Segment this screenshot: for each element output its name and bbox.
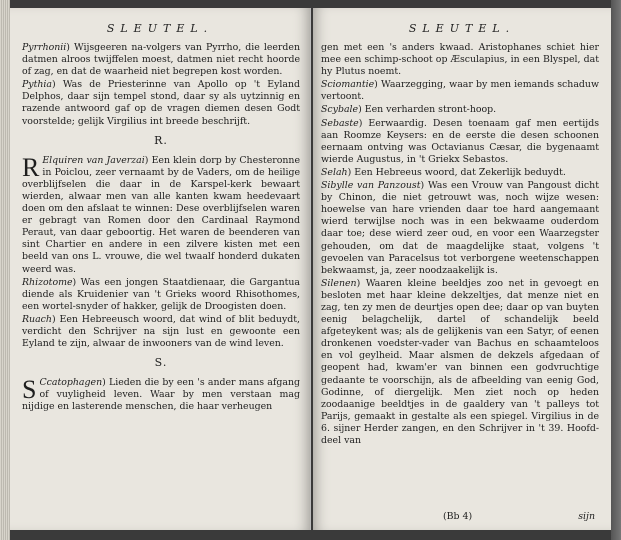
entry-rhizotome [22, 277, 300, 313]
section-letter-r: R. [154, 133, 168, 147]
entry-head: Silenen [321, 277, 357, 289]
entry-head: Sebaste [321, 117, 359, 129]
entry-head: Scybale [321, 104, 359, 116]
entry-head: Pythia [22, 79, 52, 91]
entry-pyrrhonii [22, 42, 300, 78]
entry-text: ) Lieden die by een 's ander mans afgang of vuyligheid leven. Waar by men verstaan mag nijdige en lasterende menschen, die haar verheugen [22, 377, 300, 413]
entry-silenen [321, 278, 599, 447]
dropcap-s: S [22, 375, 37, 405]
entry-head: Sciomantie [321, 79, 375, 91]
entry-text: ) Was een jongen Staatdienaar, die Gargantua diende als Kruidenier van 't Grieks woord Rhisothomes, een wortel-snyder of hakker, gelijk de Droogisten doen. [22, 276, 300, 312]
running-head-right: SLEUTEL. [408, 22, 516, 35]
entry-text: ) Was de Priesterinne van Apollo op 't Eyland Delphos, daar sijn tempel stond, daar sy als uytzinnig en razende antwoord gaf op de vragen diemen desen Godt voorstelde; gelijk Virgilius int breede beschrijft. [22, 79, 300, 127]
book-cover-right [611, 0, 621, 540]
entry-text: ) Waaren kleine beeldjes zoo net in gevoegt en besloten met haar kleine dekzeltjes, dat menze niet en zag, ten zy men de deurtjes open dee; daar op van buyten eenig belagchelijk, dartel of schandelijk beeld afgeteykent was; als de gelijkenis van een Satyr, of eenen dronkenen voedster-vader van Bachus en schaamteloos en vol geylheid. Maar alsmen de dekzels afgedaan of geopent had, kwam'er van binnen een godvruchtige gedaante te voorschijn, als de afbeelding van eenig God, Godinne, of diergelijk. Men ziet noch op heden zoodaanige beeldtjes in de gaaldery van 't palleys tot Parijs, gemaakt in gestalte als een spiegel. Virgilius in de 6. sijner Herder zangen, en den Schrijver in 't 39. Hoofd-deel van [321, 277, 599, 446]
entry-head: Ruach [22, 313, 52, 325]
entry-head: Ccatophagen [39, 377, 103, 389]
entry-text: ) Een Hebreeusch woord, dat wind of blit beduydt, verdicht den Schrijver na sijn lust en gewoonte een Eyland te zijn, alwaar de inwooners van de wind leven. [22, 313, 300, 350]
entry-head: Sibylle van Panzoust [321, 180, 421, 192]
entry-relquiren [22, 152, 300, 276]
right-content [321, 42, 599, 448]
entry-text: gen met een 's anders kwaad. Aristophanes schiet hier mee een schimp-schoot op Æsculapius, in een Blyspel, dat hy Plutus noemt. [321, 42, 599, 78]
entry-selah [321, 167, 599, 179]
right-page [313, 8, 611, 530]
dropcap-r: R [22, 152, 40, 182]
entry-sebaste [321, 118, 599, 166]
left-content [22, 42, 300, 414]
entry-head: Rhizotome [22, 276, 73, 288]
entry-text: ) Waarzegging, waar by men iemands schaduw vertoont. [321, 79, 599, 103]
signature-mark: (Bb 4) [443, 511, 473, 522]
entry-text: ) Wijsgeeren na-volgers van Pyrrho, die leerden datmen alroos twijffelen moest, datmen niet recht hoorde of zag, en dat de waarheid niet begrepen kost worden. [22, 42, 300, 78]
entry-head: Elquiren van Javerzai [42, 154, 145, 166]
entry-text: ) Een klein dorp by Chesteronne in Poiclou, zeer vernaamt by de Vaders, om de heilige overblijfselen die daar in de Karspel-kerk bewaart wierden, alwaar men van alle kanten kwam heedevaart doen om den afslaat te winnen: Dese overblijfselen waren er gebragt van Romen door den Cardinaal Raymond Peraut, van daar geboortig. Het waren de beenderen van sint Chartier en andere in een zilvere kisten met een beeld van ons L. vrouwe, die wel twaalf honderd dukaten weerd was. [22, 154, 300, 275]
catchword: sijn [578, 511, 595, 522]
entry-text: ) Was een Vrouw van Pangoust dicht by Chinon, die niet getrouwt was, noch wijze wesen: hoewelse van hare vrienden daar toe hard aangemaant wierd terwijlse noch was in een bekwaame ouderdom daar toe; dese wierd zeer oud, en voor een Waarzegster gehouden, om dat de maagdelijke staat, volgens 't gevoelen van Paracelsus tot verborgene weetenschappen bekwaamst, ja, zeer noodzaakelijk is. [321, 180, 599, 276]
entry-text: ) Eerwaardig. Desen toenaam gaf men eertijds aan Roomze Keysers: en de eerste die desen schoonen eernaam ontving was Octavianus Cæsar, die bygenaamt wierde Augustus, in 't Griekx Sebastos. [321, 117, 599, 165]
entry-scatophagen [22, 377, 300, 413]
entry-head: Pyrrhonii [22, 42, 67, 53]
left-page [10, 8, 311, 530]
running-head-left: SLEUTEL. [106, 22, 214, 35]
entry-ruach [22, 314, 300, 350]
section-letter-s: S. [154, 356, 168, 370]
entry-text: ) Een Hebreeus woord, dat Zekerlijk beduydt. [347, 166, 566, 178]
entry-head: Selah [321, 166, 348, 178]
entry-scybale [321, 104, 599, 116]
entry-text: ) Een verharden stront-hoop. [358, 104, 497, 116]
entry-continuation [321, 42, 599, 78]
entry-sciomantie [321, 79, 599, 103]
page-edges-left [0, 0, 10, 540]
entry-sibylle [321, 180, 599, 277]
entry-pythia [22, 79, 300, 127]
